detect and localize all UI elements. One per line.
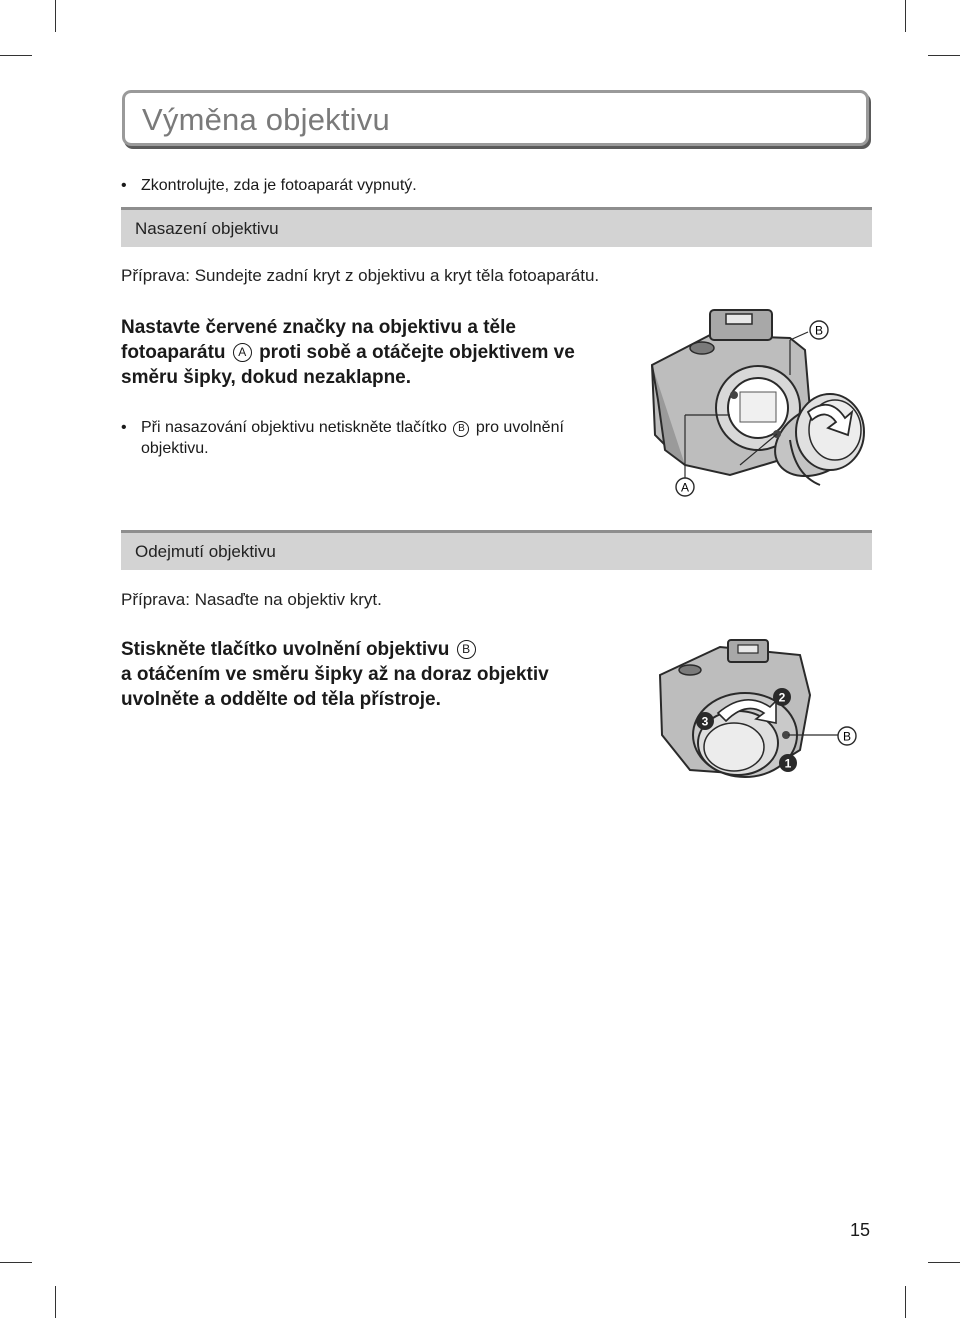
crop-mark — [928, 1262, 960, 1263]
step-remove — [121, 637, 641, 712]
prep-text-attach: Příprava: Sundejte zadní kryt z objektivu a kryt těla fotoaparátu. — [121, 266, 600, 285]
note-text: Při nasazování objektivu netiskněte tlačítko — [141, 419, 447, 436]
step-line — [121, 637, 641, 662]
marker-b: B — [453, 421, 469, 437]
marker-b-label: B — [814, 323, 824, 338]
step-line — [121, 340, 641, 365]
section-heading-remove — [121, 530, 872, 570]
intro-bullet — [121, 175, 417, 196]
note-text: objektivu. — [141, 440, 209, 457]
note-bullet — [121, 417, 621, 459]
crop-mark — [0, 1262, 32, 1263]
marker-b: B — [457, 640, 476, 659]
step-text: proti sobě a otáčejte objektivem ve — [259, 342, 575, 363]
crop-mark — [55, 1286, 56, 1318]
step-line: Nastavte červené značky na objektivu a těle — [121, 317, 516, 338]
step-text: fotoaparátu — [121, 342, 226, 363]
marker-b-label: B — [842, 729, 852, 744]
crop-mark — [55, 0, 56, 32]
step-line: uvolněte a oddělte od těla přístroje. — [121, 689, 441, 710]
crop-mark — [905, 1286, 906, 1318]
step-2-label: 2 — [778, 690, 786, 705]
camera-remove-illustration — [650, 635, 865, 785]
bullet-dot: • — [121, 177, 127, 194]
intro-bullet-text: Zkontrolujte, zda je fotoaparát vypnutý. — [141, 177, 417, 194]
marker-a: A — [233, 343, 252, 362]
section-heading-text: Odejmutí objektivu — [135, 542, 276, 561]
note-text: pro uvolnění — [475, 419, 564, 436]
crop-mark — [0, 55, 32, 56]
section-heading-attach — [121, 207, 872, 247]
page-number: 15 — [850, 1220, 871, 1240]
step-line: a otáčením ve směru šipky až na doraz objektiv — [121, 664, 549, 685]
step-attach — [121, 315, 641, 390]
step-3-label: 3 — [701, 714, 709, 729]
prep-text-remove: Příprava: Nasaďte na objektiv kryt. — [121, 590, 382, 609]
crop-mark — [905, 0, 906, 32]
crop-mark — [928, 55, 960, 56]
step-text: Stiskněte tlačítko uvolnění objektivu — [121, 639, 450, 660]
section-heading-text: Nasazení objektivu — [135, 219, 279, 238]
marker-a-label: A — [680, 480, 690, 495]
page-title-box — [122, 90, 869, 146]
bullet-dot: • — [121, 419, 127, 436]
step-1-label: 1 — [784, 756, 792, 771]
page-title: Výměna objektivu — [142, 102, 390, 137]
step-line: směru šipky, dokud nezaklapne. — [121, 367, 412, 388]
camera-attach-illustration — [640, 300, 880, 505]
